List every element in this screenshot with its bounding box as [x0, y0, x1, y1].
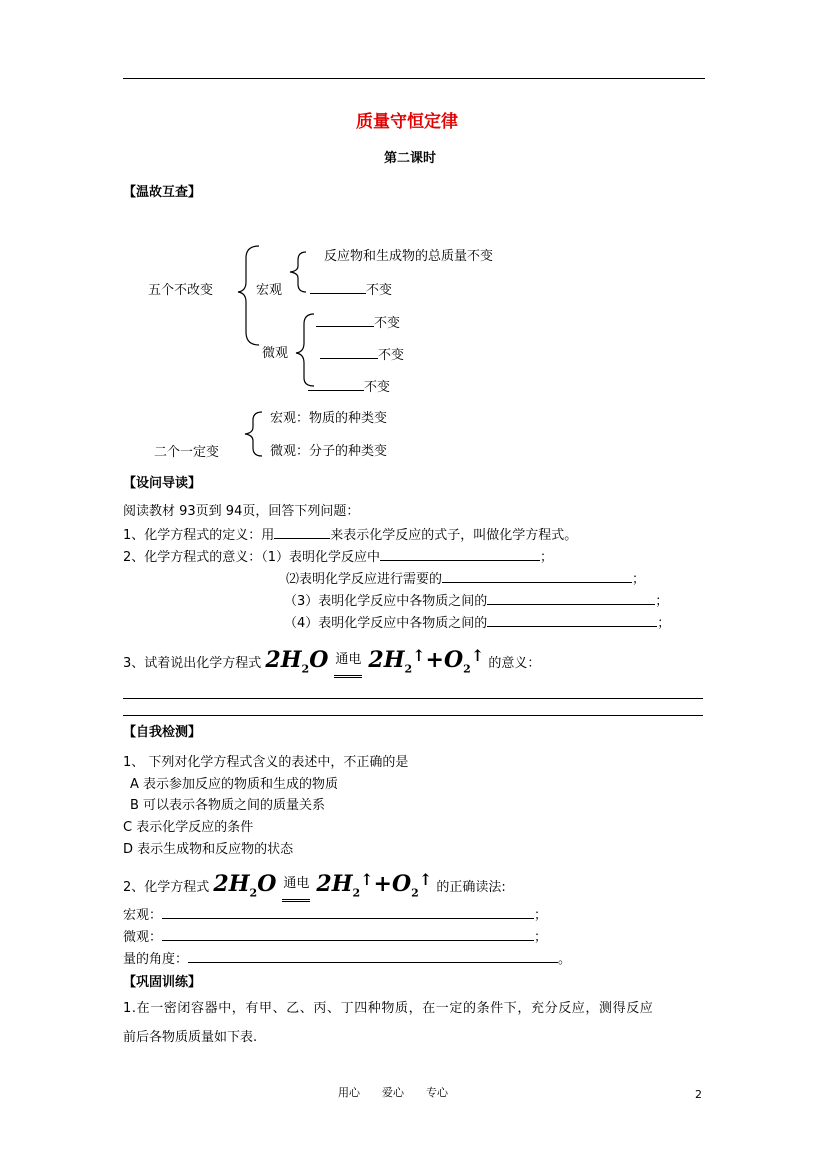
blank[interactable] [320, 348, 378, 359]
reaction-condition: 通电 [334, 646, 362, 678]
page-title: 质量守恒定律 [356, 112, 458, 132]
self-check-q1: 1、 下列对化学方程式含义的表述中，不正确的是 [123, 755, 409, 770]
option-d[interactable]: D 表示生成物和反应物的状态 [123, 842, 294, 857]
micro-label: 微观 [262, 346, 289, 361]
blank[interactable] [308, 380, 364, 391]
guide-q2-3: （3）表明化学反应中各物质之间的 ； [284, 594, 669, 609]
guide-heading: 【设问导读】 [123, 476, 202, 491]
guide-q2-2: ⑵表明化学反应进行需要的 ； [286, 572, 646, 587]
guide-intro: 阅读教材 93页到 94页，回答下列问题： [123, 504, 360, 519]
guide-q1: 1、化学方程式的定义：用 来表示化学反应的式子，叫做化学方程式。 [123, 528, 578, 543]
blank[interactable] [188, 952, 558, 963]
two-changes-label: 二个一定变 [154, 445, 220, 460]
option-b[interactable]: B 可以表示各物质之间的质量关系 [130, 798, 326, 813]
blank[interactable] [162, 930, 534, 941]
self-check-q2: 2、化学方程式 $2H_2O$ 通电 $2H_2^↑+O_2^↑$ 的正确读法: [123, 866, 506, 907]
macro-item-2: 不变 [310, 283, 392, 297]
five-unchanged-label: 五个不改变 [148, 283, 214, 298]
up-arrow-icon: ↑ [418, 870, 433, 889]
practice-heading: 【巩固训练】 [123, 975, 202, 990]
brace-two [245, 412, 262, 456]
practice-line-1: 1.在一密闭容器中，有甲、乙、丙、丁四种物质，在一定的条件下，充分反应，测得反应 [123, 1001, 654, 1016]
blank[interactable] [162, 908, 534, 919]
brace-micro [296, 314, 314, 386]
option-a[interactable]: A 表示参加反应的物质和生成的物质 [130, 777, 339, 792]
micro-reading: 微观： ； [123, 930, 548, 945]
section-rule [123, 715, 703, 716]
micro-item-1: 不变 [316, 316, 400, 330]
chemical-equation: $2H_2O$ 通电 $2H_2^↑+O_2^↑$ [213, 871, 432, 897]
guide-q2-1: 2、化学方程式的意义：（1）表明化学反应中 ； [123, 550, 554, 565]
brace-macro [290, 252, 306, 292]
guide-q2-4: （4）表明化学反应中各物质之间的 ； [284, 616, 671, 631]
micro-change: 微观：分子的种类变 [270, 444, 388, 459]
blank[interactable] [316, 316, 374, 327]
footer-motto: 用心 爱心 专心 [338, 1086, 448, 1099]
answer-line[interactable] [123, 698, 703, 699]
macro-item-1: 反应物和生成物的总质量不变 [324, 249, 494, 264]
macro-change: 宏观：物质的种类变 [270, 411, 388, 426]
up-arrow-icon: ↑ [470, 646, 485, 665]
reaction-condition: 通电 [282, 870, 310, 902]
self-check-heading: 【自我检测】 [123, 725, 202, 740]
macro-label: 宏观 [256, 283, 283, 298]
blank[interactable] [442, 572, 632, 583]
review-heading: 【温故互查】 [123, 185, 202, 200]
blank[interactable] [380, 550, 540, 561]
chemical-equation: $2H_2O$ 通电 $2H_2^↑+O_2^↑$ [265, 647, 484, 673]
micro-item-2: 不变 [320, 348, 404, 362]
micro-item-3: 不变 [308, 380, 390, 394]
page-number: 2 [695, 1088, 702, 1101]
up-arrow-icon: ↑ [412, 646, 426, 665]
up-arrow-icon: ↑ [360, 870, 374, 889]
blank[interactable] [487, 616, 657, 627]
option-c[interactable]: C 表示化学反应的条件 [123, 820, 254, 835]
quantity-reading: 量的角度： 。 [123, 952, 572, 967]
blank[interactable] [487, 594, 655, 605]
practice-line-2: 前后各物质质量如下表. [123, 1030, 258, 1045]
blank[interactable] [310, 283, 366, 294]
guide-q3: 3、试着说出化学方程式 $2H_2O$ 通电 $2H_2^↑+O_2^↑$ 的意义： [123, 642, 540, 683]
macro-reading: 宏观： ； [123, 908, 548, 923]
page-subtitle: 第二课时 [384, 151, 437, 166]
blank[interactable] [274, 528, 330, 539]
